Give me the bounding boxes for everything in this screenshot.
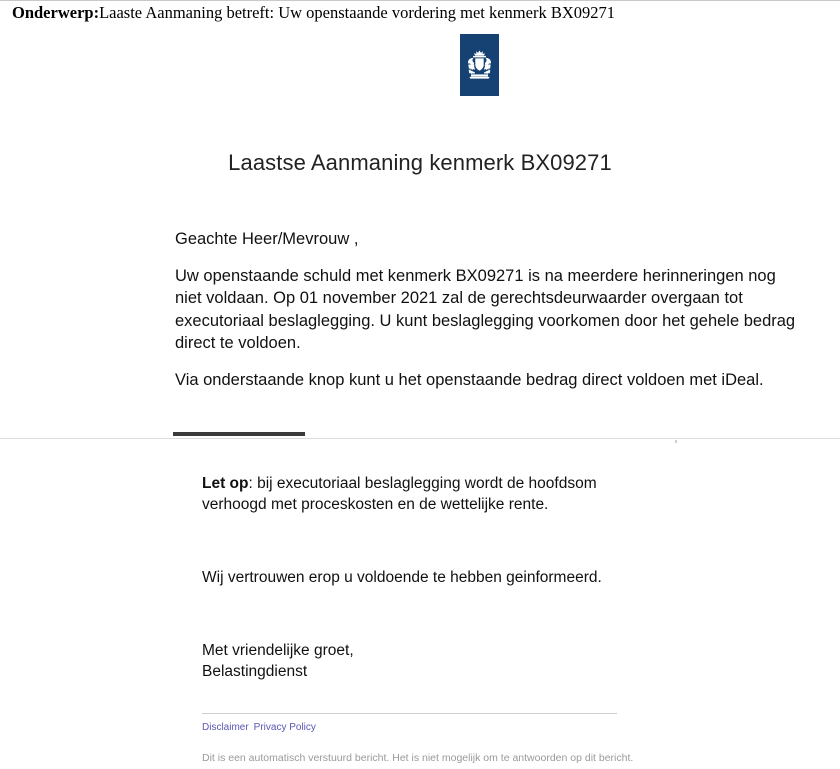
divider-tick-mark [675, 440, 677, 443]
disclaimer-link[interactable]: Disclaimer [202, 722, 249, 733]
subject-value: Laaste Aanmaning betreft: Uw openstaande vordering met kenmerk BX09271 [99, 3, 616, 22]
email-body-upper [175, 228, 800, 391]
subject-label: Onderwerp: [12, 3, 100, 22]
automated-message-note: Dit is een automatisch verstuurd bericht. Het is niet mogelijk om te antwoorden op dit bericht. [202, 752, 634, 764]
privacy-policy-link[interactable]: Privacy Policy [253, 722, 316, 733]
footer-divider [202, 713, 617, 714]
salutation-text: Geachte Heer/Mevrouw , [175, 230, 359, 248]
debt-notice-paragraph: Uw openstaande schuld met kenmerk BX09271 is na meerdere herinneringen nog niet voldaan. Op 01 november 2021 zal de gerechtsdeurwaarder overgaan tot executoriaal beslaglegging. U kunt beslaglegging voorkomen door het gehele bedrag direct te voldoen. [175, 266, 796, 352]
attention-notice [202, 473, 632, 515]
informed-paragraph: Wij vertrouwen erop u voldoende te hebben geinformeerd. [202, 569, 602, 586]
signoff-line-1: Met vriendelijke groet, [202, 642, 354, 659]
attention-text: : bij executoriaal beslaglegging wordt de hoofdsom verhoogd met proceskosten en de wettelijke rente. [202, 475, 597, 513]
rijksoverheid-logo [460, 34, 499, 96]
pay-now-button[interactable] [173, 432, 305, 436]
signoff-line-2: Belastingdienst [202, 663, 308, 680]
coat-of-arms-icon [460, 34, 499, 96]
ideal-payment-paragraph: Via onderstaande knop kunt u het openstaande bedrag direct voldoen met iDeal. [175, 370, 764, 389]
email-subject-line [12, 2, 615, 24]
footer-links [202, 721, 316, 734]
page-title: Laastse Aanmaning kenmerk BX09271 [228, 150, 612, 175]
email-body-lower [202, 473, 632, 682]
email-subject-bar [0, 0, 840, 26]
section-divider [0, 438, 840, 439]
attention-label: Let op [202, 475, 249, 492]
